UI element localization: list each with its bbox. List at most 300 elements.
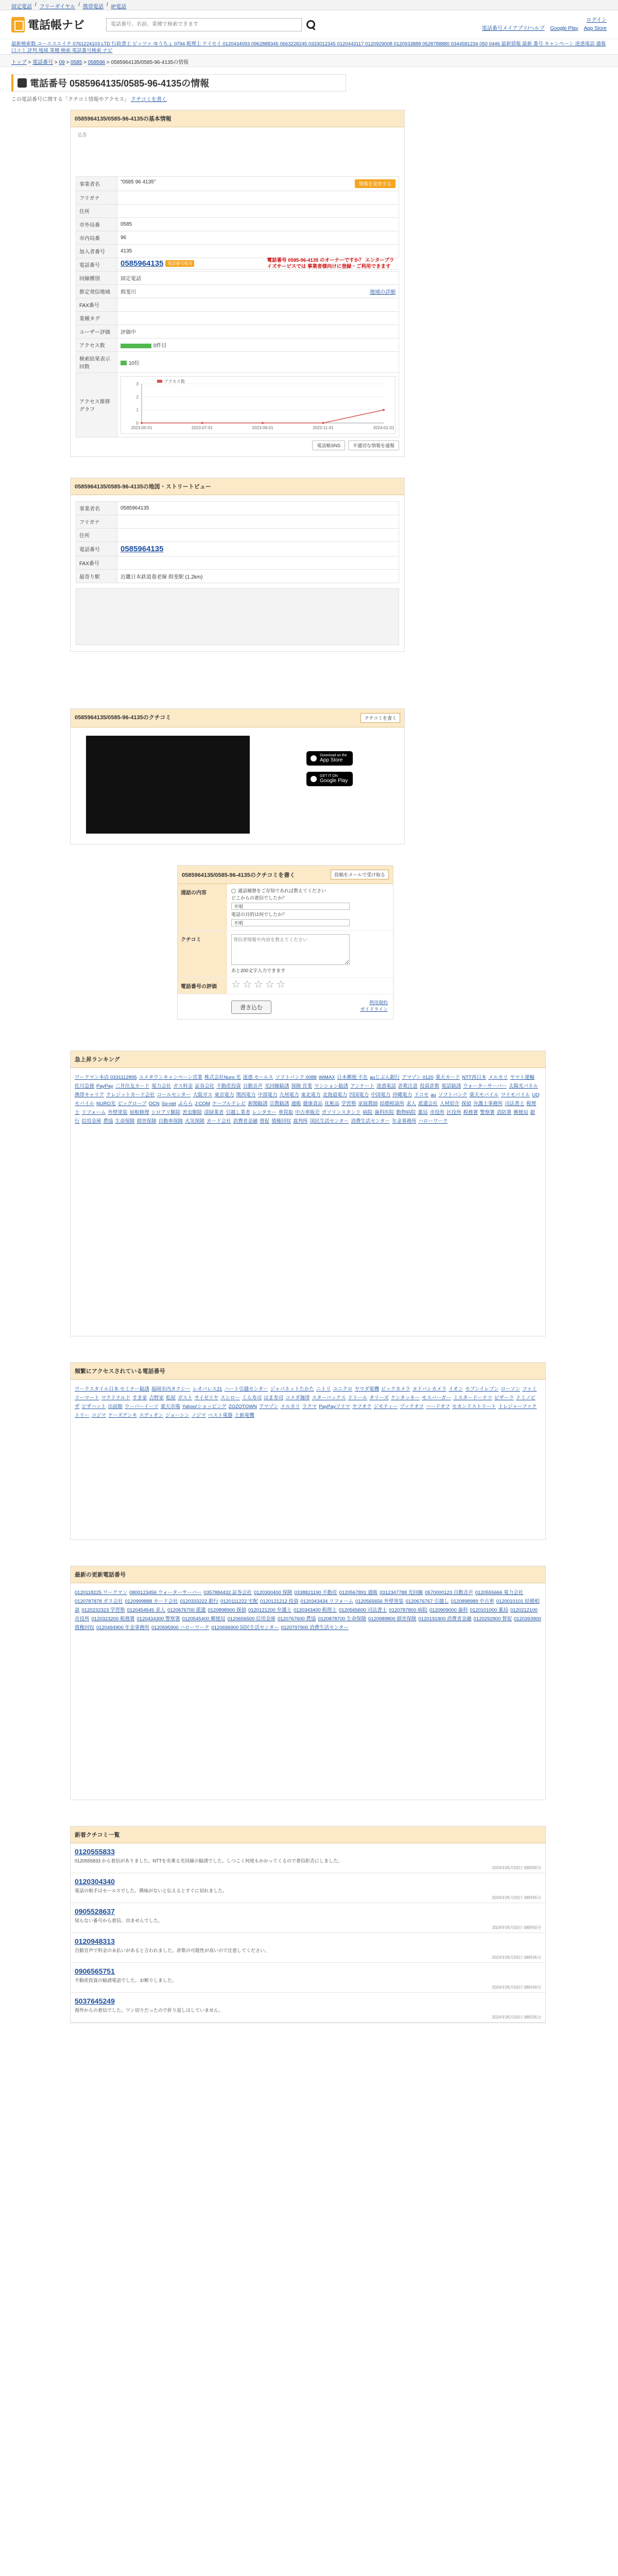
row-key: フリガナ <box>76 191 117 205</box>
list-link[interactable]: 国民生活センター <box>310 1118 349 1124</box>
list-link[interactable]: 0120343400 税理士 <box>293 1607 337 1613</box>
list-link[interactable]: 0120555666 電力会社 <box>475 1590 524 1596</box>
list-link[interactable]: 生命保険 <box>115 1118 135 1124</box>
list-link[interactable]: 吉野家 <box>149 1395 164 1401</box>
page-title-text: 電話番号 0585964135/0585-96-4135の情報 <box>30 78 210 89</box>
rating-stars[interactable]: ☆☆☆☆☆ <box>231 979 288 990</box>
list-link[interactable]: 派遣会社 <box>418 1101 438 1107</box>
list-link[interactable]: ブックオフ <box>400 1404 424 1410</box>
list-link[interactable]: 0357884432 証券会社 <box>203 1590 252 1596</box>
search-count: 10位 <box>129 360 140 366</box>
list-link[interactable]: ピザーラ <box>494 1395 514 1401</box>
updated-section <box>70 1566 546 1800</box>
list-link[interactable]: 学習塾 <box>341 1101 356 1107</box>
phone-number[interactable]: 0585964135 <box>121 545 164 553</box>
list-link[interactable]: 中国電力 <box>371 1092 391 1098</box>
list-link[interactable]: クレジットカード会社 <box>106 1092 155 1098</box>
list-link[interactable]: ドコモ <box>414 1092 429 1098</box>
list-link[interactable]: 沖縄電力 <box>392 1092 413 1098</box>
list-link[interactable]: すき家 <box>132 1395 147 1401</box>
review-text: 不動産投資の勧誘電話でした。お断りしました。 <box>75 1978 177 1983</box>
app-store-link[interactable]: App Store <box>583 25 607 31</box>
list-link[interactable]: 0338821190 不動産 <box>294 1590 337 1596</box>
list-link[interactable]: コメダ珈琲 <box>285 1395 310 1401</box>
form-label: クチコミ <box>178 931 227 977</box>
list-link[interactable]: 農協 <box>103 1118 113 1124</box>
list-link[interactable]: 迷惑 セールス <box>243 1075 273 1080</box>
list-link[interactable]: レオパレス21 <box>192 1386 222 1392</box>
line-type: 固定電話 <box>117 272 399 285</box>
list-link[interactable]: 0120656500 信用金庫 <box>227 1616 276 1622</box>
google-play-badge[interactable] <box>306 772 353 786</box>
table-row <box>76 312 399 325</box>
list-link[interactable]: レンタカー <box>252 1110 277 1115</box>
list-link[interactable]: セカンドストリート <box>452 1404 496 1410</box>
list-link[interactable]: 東北電力 <box>301 1092 321 1098</box>
list-link[interactable]: 出前館 <box>108 1404 123 1410</box>
row-key: 事業者名 <box>76 502 117 515</box>
list-link[interactable]: アマゾン <box>259 1404 279 1410</box>
list-link[interactable]: 0570000123 自動音声 <box>425 1590 473 1596</box>
list-link[interactable]: 弁護士事務所 <box>473 1101 503 1107</box>
row-key: アクセス数 <box>76 338 117 352</box>
list-link[interactable]: 区役所 <box>446 1110 461 1115</box>
row-key: 市外局番 <box>76 218 117 231</box>
row-value <box>117 205 399 218</box>
report-button[interactable]: 不適切な情報を通報 <box>348 440 399 450</box>
phone-number[interactable]: 0585964135 <box>121 259 164 268</box>
list-link[interactable]: 保険 営業 <box>291 1083 313 1089</box>
list-link[interactable]: 0120454545 求人 <box>127 1607 165 1613</box>
list-link[interactable]: 0120111222 宅配 <box>220 1599 259 1604</box>
site-logo[interactable] <box>11 16 99 32</box>
data-point <box>141 422 143 424</box>
table-row <box>76 231 399 245</box>
list-link[interactable]: J:COM <box>195 1101 210 1107</box>
list-link[interactable]: ベスト電器 <box>208 1413 233 1418</box>
write-review-link[interactable]: クチコミを書く <box>131 97 167 103</box>
write-review-button[interactable]: クチコミを書く <box>360 713 400 723</box>
list-link[interactable]: 市役所 <box>430 1110 444 1115</box>
list-link[interactable]: ノジマ <box>191 1413 206 1418</box>
list-link[interactable]: 0120101000 薬局 <box>470 1607 508 1613</box>
ranking-list <box>71 1068 545 1336</box>
list-link[interactable]: 屋根修理 <box>129 1110 149 1115</box>
list-link[interactable]: 歯科医院 <box>374 1110 394 1115</box>
list-link[interactable]: 結婚相談所 <box>380 1101 404 1107</box>
list-link[interactable]: 証券会社 <box>195 1083 215 1089</box>
google-play-link[interactable]: Google Play <box>550 25 578 31</box>
list-link[interactable]: 司法書士 <box>505 1101 525 1107</box>
list-link[interactable]: 通販 <box>291 1101 301 1107</box>
list-link[interactable]: 薬局 <box>418 1110 428 1115</box>
row-value: "0585 96 4135" <box>121 179 156 185</box>
list-link[interactable]: ジョーシン <box>165 1413 190 1418</box>
row-key: 住所 <box>76 529 117 542</box>
list-link[interactable]: ソフトバンク <box>438 1092 468 1098</box>
login-link[interactable]: ログイン <box>586 17 607 23</box>
list-link[interactable]: 銀行 <box>75 1110 536 1124</box>
question: 電話の目的は何でしたか？ <box>231 912 287 917</box>
search-bar <box>106 18 317 31</box>
list-link[interactable]: ユメタウンキャンペーン営業 <box>139 1075 202 1080</box>
list-link[interactable]: auじぶん銀行 <box>370 1075 400 1080</box>
select-caller[interactable]: 不明 <box>231 903 350 910</box>
list-link[interactable]: ハードオフ <box>425 1404 450 1410</box>
top-nav-link[interactable]: 固定電話 <box>11 4 32 10</box>
table-row <box>76 373 399 437</box>
owner-notice[interactable]: 電話番号 0585-96-4135 のオーナーですか？ エンタープライズサービスでは 事業者様向けに登録・ご利用できます <box>267 257 394 269</box>
list-link[interactable]: ローソン <box>501 1386 520 1392</box>
list-link[interactable]: 電話勧誘 <box>441 1083 461 1089</box>
help-link[interactable]: 電話番号メイアプリ/ヘルプ <box>482 25 545 31</box>
list-link[interactable]: ハート引越センター <box>224 1386 268 1392</box>
list-link[interactable]: 損害保険 <box>136 1118 157 1124</box>
list-link[interactable]: ワークスタイル日本 セミナー勧誘 <box>75 1386 149 1392</box>
list-link[interactable]: ミスタードーナツ <box>453 1395 492 1401</box>
latest-reviews-section <box>70 1826 546 2023</box>
list-link[interactable]: UQモバイル <box>75 1092 540 1107</box>
list-link[interactable]: 0120118225 ワークマン <box>75 1590 128 1596</box>
list-link[interactable]: 楽天モバイル <box>469 1092 499 1098</box>
list-link[interactable]: 0120787878 ガス会社 <box>75 1599 123 1604</box>
list-link[interactable]: ラクマ <box>302 1404 317 1410</box>
list-link[interactable]: ヤマダ電機 <box>354 1386 379 1392</box>
list-link[interactable]: 自動車保険 <box>158 1118 183 1124</box>
list-link[interactable]: ニトリ <box>316 1386 331 1392</box>
table-row <box>76 570 399 583</box>
list-link[interactable]: NTT西日本 <box>462 1075 487 1080</box>
list-link[interactable]: モスバーガー <box>421 1395 451 1401</box>
list-link[interactable]: 郵便局 <box>513 1110 528 1115</box>
list-link[interactable]: ケーズデンキ <box>108 1413 138 1418</box>
radio-option[interactable]: 通話履歴をご存知であれば教えてください <box>231 887 389 894</box>
breadcrumb-item[interactable]: 電話番号 <box>32 60 54 65</box>
list-link[interactable]: マンション勧誘 <box>314 1083 349 1089</box>
list-link[interactable]: 求人 <box>406 1101 416 1107</box>
list-link[interactable]: ワイモバイル <box>501 1092 530 1098</box>
review-textarea[interactable] <box>231 934 350 965</box>
list-link[interactable]: 電力会社 <box>151 1083 171 1089</box>
list-link[interactable]: 0120010101 結婚相談 <box>75 1599 540 1613</box>
list-link[interactable]: au <box>431 1092 436 1098</box>
list-link[interactable]: 投資詐欺 <box>420 1083 440 1089</box>
list-link[interactable]: 九州電力 <box>279 1092 299 1098</box>
list-link[interactable]: 迷惑電話 <box>376 1083 397 1089</box>
top-nav: 固定電話 / フリーダイヤル / 携帯電話 / IP電話 <box>0 0 618 10</box>
list-link[interactable]: ドミノピザ <box>75 1395 536 1410</box>
list-link[interactable]: 0120393900 債権回収 <box>75 1616 541 1631</box>
list-link[interactable]: 警察署 <box>480 1110 495 1115</box>
list-link[interactable]: Yahoo!ショッピング <box>182 1404 227 1410</box>
list-link[interactable]: アマゾン 0120 <box>402 1075 434 1080</box>
list-link[interactable]: 引越し業者 <box>226 1110 250 1115</box>
select-purpose[interactable]: 不明 <box>231 919 350 926</box>
guideline-link[interactable]: ガイドライン <box>360 1007 388 1012</box>
list-link[interactable]: ビックカメラ <box>381 1386 410 1392</box>
list-link[interactable]: トレジャーファクトリー <box>75 1404 537 1418</box>
list-link[interactable]: 0120878700 生命保険 <box>318 1616 366 1622</box>
list-link[interactable]: 詐欺注意 <box>398 1083 418 1089</box>
list-link[interactable]: コジマ <box>91 1413 107 1418</box>
list-link[interactable]: 年金事務所 <box>391 1118 417 1124</box>
x-tick-label: 2023-11-01 <box>313 426 334 430</box>
list-link[interactable]: 0120212100 市役所 <box>75 1607 538 1622</box>
list-link[interactable]: 自動音声 <box>243 1083 263 1089</box>
row-key: アクセス推移グラフ <box>76 373 117 437</box>
list-link[interactable]: リフォーム <box>81 1110 106 1115</box>
list-link[interactable]: メルカリ <box>280 1404 300 1410</box>
list-link[interactable]: 0120292900 督促 <box>473 1616 512 1622</box>
list-link[interactable]: 関西電力 <box>236 1092 256 1098</box>
list-link[interactable]: 0120121200 弁護士 <box>248 1607 291 1613</box>
top-nav-link[interactable]: 携帯電話 <box>82 4 104 10</box>
data-point <box>262 422 264 424</box>
list-link[interactable]: 税務署 <box>463 1110 478 1115</box>
list-link[interactable]: 人材紹介 <box>439 1101 459 1107</box>
list-link[interactable]: マクドナルド <box>101 1395 131 1401</box>
terms-link[interactable]: 利用規約 <box>369 1000 388 1005</box>
list-link[interactable]: 信用金庫 <box>81 1118 101 1124</box>
list-link[interactable]: ジモティー <box>373 1404 398 1410</box>
list-link[interactable]: 新聞勧誘 <box>248 1101 268 1107</box>
breadcrumb-item[interactable]: トップ <box>11 60 27 65</box>
list-link[interactable]: 外壁塗装 <box>108 1110 128 1115</box>
section-heading: 頻繁にアクセスされている電話番号 <box>71 1363 545 1380</box>
region-detail-link[interactable]: 地域の詳細 <box>370 290 396 295</box>
list-link[interactable]: 債権回収 <box>271 1118 291 1124</box>
list-link[interactable]: 光回線勧誘 <box>264 1083 289 1089</box>
list-item <box>71 1843 545 1873</box>
section-heading: 新着クチコミ一覧 <box>71 1826 545 1843</box>
y-tick-label: 2 <box>136 395 139 400</box>
list-link[interactable]: 0120300400 保険 <box>253 1590 293 1596</box>
review-form <box>177 865 393 1020</box>
list-link[interactable]: アンケート <box>350 1083 375 1089</box>
list-link[interactable]: 0120767600 農協 <box>277 1616 316 1622</box>
list-link[interactable]: 0120232323 学習塾 <box>81 1607 125 1613</box>
list-link[interactable]: 0120676700 派遣 <box>167 1607 206 1613</box>
list-link[interactable]: タリーズ <box>369 1395 389 1401</box>
list-link[interactable]: 東京電力 <box>214 1092 234 1098</box>
list-link[interactable]: 楽天市場 <box>160 1404 180 1410</box>
access-rank: 0件目 <box>153 343 167 349</box>
list-link[interactable]: 裁判所 <box>293 1118 308 1124</box>
list-link[interactable]: 火災保険 <box>185 1118 205 1124</box>
row-key: 検索結果表示回数 <box>76 352 117 373</box>
sns-button[interactable]: 電話帳SNS <box>312 440 345 450</box>
list-link[interactable]: 四国電力 <box>349 1092 369 1098</box>
list-link[interactable]: ヤフオク <box>352 1404 372 1410</box>
list-link[interactable]: 三井住友カード <box>115 1083 150 1089</box>
list-link[interactable]: スシロー <box>220 1395 240 1401</box>
map-view[interactable] <box>76 588 399 645</box>
list-link[interactable]: 化粧品 <box>324 1101 339 1107</box>
list-link[interactable]: 0120696900 国民生活センター <box>211 1625 279 1631</box>
list-link[interactable]: 0120434300 警察署 <box>136 1616 180 1622</box>
list-link[interactable]: 0120989800 損害保険 <box>368 1616 417 1622</box>
list-link[interactable]: 0120494900 年金事務所 <box>96 1625 149 1631</box>
list-link[interactable]: 消費者金融 <box>233 1118 258 1124</box>
list-link[interactable]: 0800123456 ウォーターサーバー <box>129 1590 202 1596</box>
table-row <box>76 515 399 529</box>
list-link[interactable]: ソフトバンク 0088 <box>275 1075 317 1080</box>
list-link[interactable]: 0120565600 司法書士 <box>338 1607 387 1613</box>
search-input[interactable] <box>106 18 302 31</box>
list-link[interactable]: OCN <box>148 1101 160 1107</box>
list-link[interactable]: くら寿司 <box>242 1395 262 1401</box>
row-key: 最寄り駅 <box>76 570 117 583</box>
list-link[interactable]: 0120323200 税務署 <box>91 1616 135 1622</box>
list-link[interactable]: 清掃業者 <box>204 1110 224 1115</box>
review-number[interactable]: 0120304340 <box>75 1877 115 1886</box>
list-link[interactable]: ファミリーマート <box>75 1386 537 1401</box>
list-link[interactable]: 太陽光パネル <box>508 1083 538 1089</box>
breadcrumb-item[interactable]: 0585 <box>71 60 82 65</box>
list-link[interactable]: 病院 <box>363 1110 373 1115</box>
list-link[interactable]: WiMAX <box>318 1075 335 1080</box>
list-link[interactable]: 日本郵便 不在 <box>337 1075 368 1080</box>
list-link[interactable]: 0120567891 通販 <box>339 1590 378 1596</box>
review-date: 2024年05月03日 08時35分 <box>492 2015 541 2020</box>
list-link[interactable]: 不動産投資 <box>216 1083 241 1089</box>
list-link[interactable]: 0120343434 リフォーム <box>300 1599 354 1604</box>
table-row <box>76 542 399 556</box>
list-link[interactable]: PayPay <box>96 1083 113 1089</box>
breadcrumb-item[interactable]: 058596 <box>88 60 106 65</box>
list-link[interactable]: 0120121212 投資 <box>260 1599 299 1604</box>
list-link[interactable]: 福岡市内タクシー <box>151 1386 191 1392</box>
list-link[interactable]: 株式会社Nuro 光 <box>204 1075 241 1080</box>
review-number[interactable]: 0906565751 <box>75 1967 115 1975</box>
list-link[interactable]: はま寿司 <box>264 1395 284 1401</box>
list-link[interactable]: 中古車販売 <box>295 1110 320 1115</box>
list-link[interactable]: ワークマン本店 0331112895 <box>75 1075 137 1080</box>
list-link[interactable]: セブンイレブン <box>465 1386 499 1392</box>
trending-keywords-text[interactable]: 最新検索数 ユーエスエイチ 0761224103 LTD 行政書士 ピッツァ ゆうちょ 0794 税理士 ケイセイ 0120434093 0962888345 0663228245 0333012345 0120443117 0120929008 0120933888 0528788880 0344581234 050 0446 最新情報 最新 番号 キャンペーン 迷惑電話 通報 口コミ 評判 地域 業種 検索 電話番号検索 ナビ <box>11 41 606 54</box>
list-link[interactable]: 消費生活センター <box>351 1118 390 1124</box>
table-row <box>76 258 399 272</box>
list-link[interactable]: So-net <box>161 1101 176 1107</box>
y-tick-label: 1 <box>136 408 139 413</box>
app-store-badge[interactable] <box>306 751 353 766</box>
list-link[interactable]: 0120898989 中古車 <box>451 1599 494 1604</box>
list-link[interactable]: 健康食品 <box>303 1101 323 1107</box>
list-link[interactable]: シロアリ駆除 <box>151 1110 181 1115</box>
top-nav-link[interactable]: フリーダイヤル <box>39 4 76 10</box>
list-link[interactable]: メルカリ <box>488 1075 508 1080</box>
list-item <box>71 1993 545 2023</box>
list-link[interactable]: 松屋 <box>166 1395 176 1401</box>
list-link[interactable]: ヤマト運輸 <box>510 1075 535 1080</box>
list-link[interactable]: 害虫駆除 <box>182 1110 202 1115</box>
list-link[interactable]: 税理士 <box>75 1101 537 1115</box>
list-link[interactable]: ピザハット <box>81 1404 106 1410</box>
list-link[interactable]: エディオン <box>139 1413 163 1418</box>
review-number[interactable]: 5037645249 <box>75 1997 115 2005</box>
review-number[interactable]: 0120555833 <box>75 1848 115 1856</box>
list-link[interactable]: 0120999888 カード会社 <box>125 1599 178 1604</box>
list-link[interactable]: 消防署 <box>496 1110 512 1115</box>
list-link[interactable]: ZOZOTOWN <box>228 1404 257 1410</box>
site-header <box>0 10 618 39</box>
list-link[interactable]: ガソリンスタンド <box>321 1110 361 1115</box>
list-link[interactable]: 中部電力 <box>258 1092 278 1098</box>
list-link[interactable]: ケンタッキー <box>390 1395 420 1401</box>
list-link[interactable]: 0120787800 病院 <box>389 1607 427 1613</box>
list-link[interactable]: 佐川急便 <box>75 1083 95 1089</box>
list-link[interactable]: 楽天カード <box>435 1075 460 1080</box>
list-link[interactable]: ウーバーイーツ <box>124 1404 159 1410</box>
list-link[interactable]: ハローワーク <box>418 1118 448 1124</box>
list-link[interactable]: 北海道電力 <box>322 1092 348 1098</box>
update-button[interactable]: 情報を変更する <box>355 179 396 188</box>
data-point <box>383 409 385 411</box>
list-link[interactable]: 家庭教師 <box>358 1101 378 1107</box>
list-link[interactable]: ユニクロ <box>333 1386 353 1392</box>
legend-label: アクセス数 <box>164 379 185 384</box>
list-link[interactable]: 0120191900 消費者金融 <box>418 1616 472 1622</box>
list-link[interactable]: ヨドバシカメラ <box>412 1386 447 1392</box>
list-link[interactable]: 車買取 <box>278 1110 294 1115</box>
list-link[interactable]: 0120797900 消費生活センター <box>281 1625 349 1631</box>
list-link[interactable]: 大阪ガス <box>193 1092 213 1098</box>
search-icon[interactable] <box>304 18 317 31</box>
list-link[interactable]: 宗教勧誘 <box>269 1101 289 1107</box>
email-subscribe-button[interactable]: 投稿をメールで受け取る <box>331 870 389 879</box>
list-link[interactable]: ビッグローブ <box>117 1101 147 1107</box>
list-link[interactable]: サイゼリヤ <box>194 1395 218 1401</box>
review-number[interactable]: 0905528637 <box>75 1907 115 1916</box>
list-link[interactable]: ウォーターサーバー <box>463 1083 507 1089</box>
list-link[interactable]: スターバックス <box>312 1395 346 1401</box>
list-link[interactable]: 0120545400 郵便局 <box>182 1616 226 1622</box>
list-link[interactable]: ガス料金 <box>173 1083 193 1089</box>
list-link[interactable]: 0120909000 歯科 <box>429 1607 468 1613</box>
list-link[interactable]: 0120595900 ハローワーク <box>151 1625 210 1631</box>
list-link[interactable]: 0120565656 外壁塗装 <box>355 1599 404 1604</box>
submit-button[interactable]: 書き込む <box>231 1001 271 1014</box>
review-number[interactable]: 0120948313 <box>75 1937 115 1945</box>
report-badge[interactable]: 電話番号報告 <box>165 260 194 267</box>
list-link[interactable]: ガスト <box>178 1395 193 1401</box>
list-link[interactable]: 0120676767 引越し <box>405 1599 449 1604</box>
list-link[interactable]: 0312347788 光回線 <box>380 1590 423 1596</box>
list-link[interactable]: 0120333222 銀行 <box>180 1599 218 1604</box>
list-link[interactable]: 0120898900 探偵 <box>208 1607 246 1613</box>
list-link[interactable]: PayPayフリマ <box>319 1404 350 1410</box>
list-link[interactable]: 督促 <box>260 1118 270 1124</box>
list-link[interactable]: ぷらら <box>178 1101 193 1107</box>
list-link[interactable]: 探偵 <box>461 1101 472 1107</box>
top-nav-link[interactable]: IP電話 <box>111 4 127 10</box>
list-link[interactable]: イオン <box>448 1386 464 1392</box>
video-placeholder[interactable] <box>86 736 250 834</box>
list-link[interactable]: ケーブルテレビ <box>212 1101 246 1107</box>
list-link[interactable]: 上新電機 <box>234 1413 254 1418</box>
list-link[interactable]: 動物病院 <box>396 1110 416 1115</box>
list-link[interactable]: ドトール <box>348 1395 368 1401</box>
list-link[interactable]: ジャパネットたかた <box>270 1386 314 1392</box>
breadcrumb-item[interactable]: 09 <box>59 60 65 65</box>
list-link[interactable]: カード会社 <box>207 1118 231 1124</box>
list-link[interactable]: コールセンター <box>157 1092 191 1098</box>
sns-buttons <box>76 440 399 450</box>
row-value <box>117 529 399 542</box>
list-link[interactable]: 携帯キャリア <box>75 1092 105 1098</box>
section-heading: 急上昇ランキング <box>71 1051 545 1068</box>
list-link[interactable]: NURO光 <box>96 1101 116 1107</box>
